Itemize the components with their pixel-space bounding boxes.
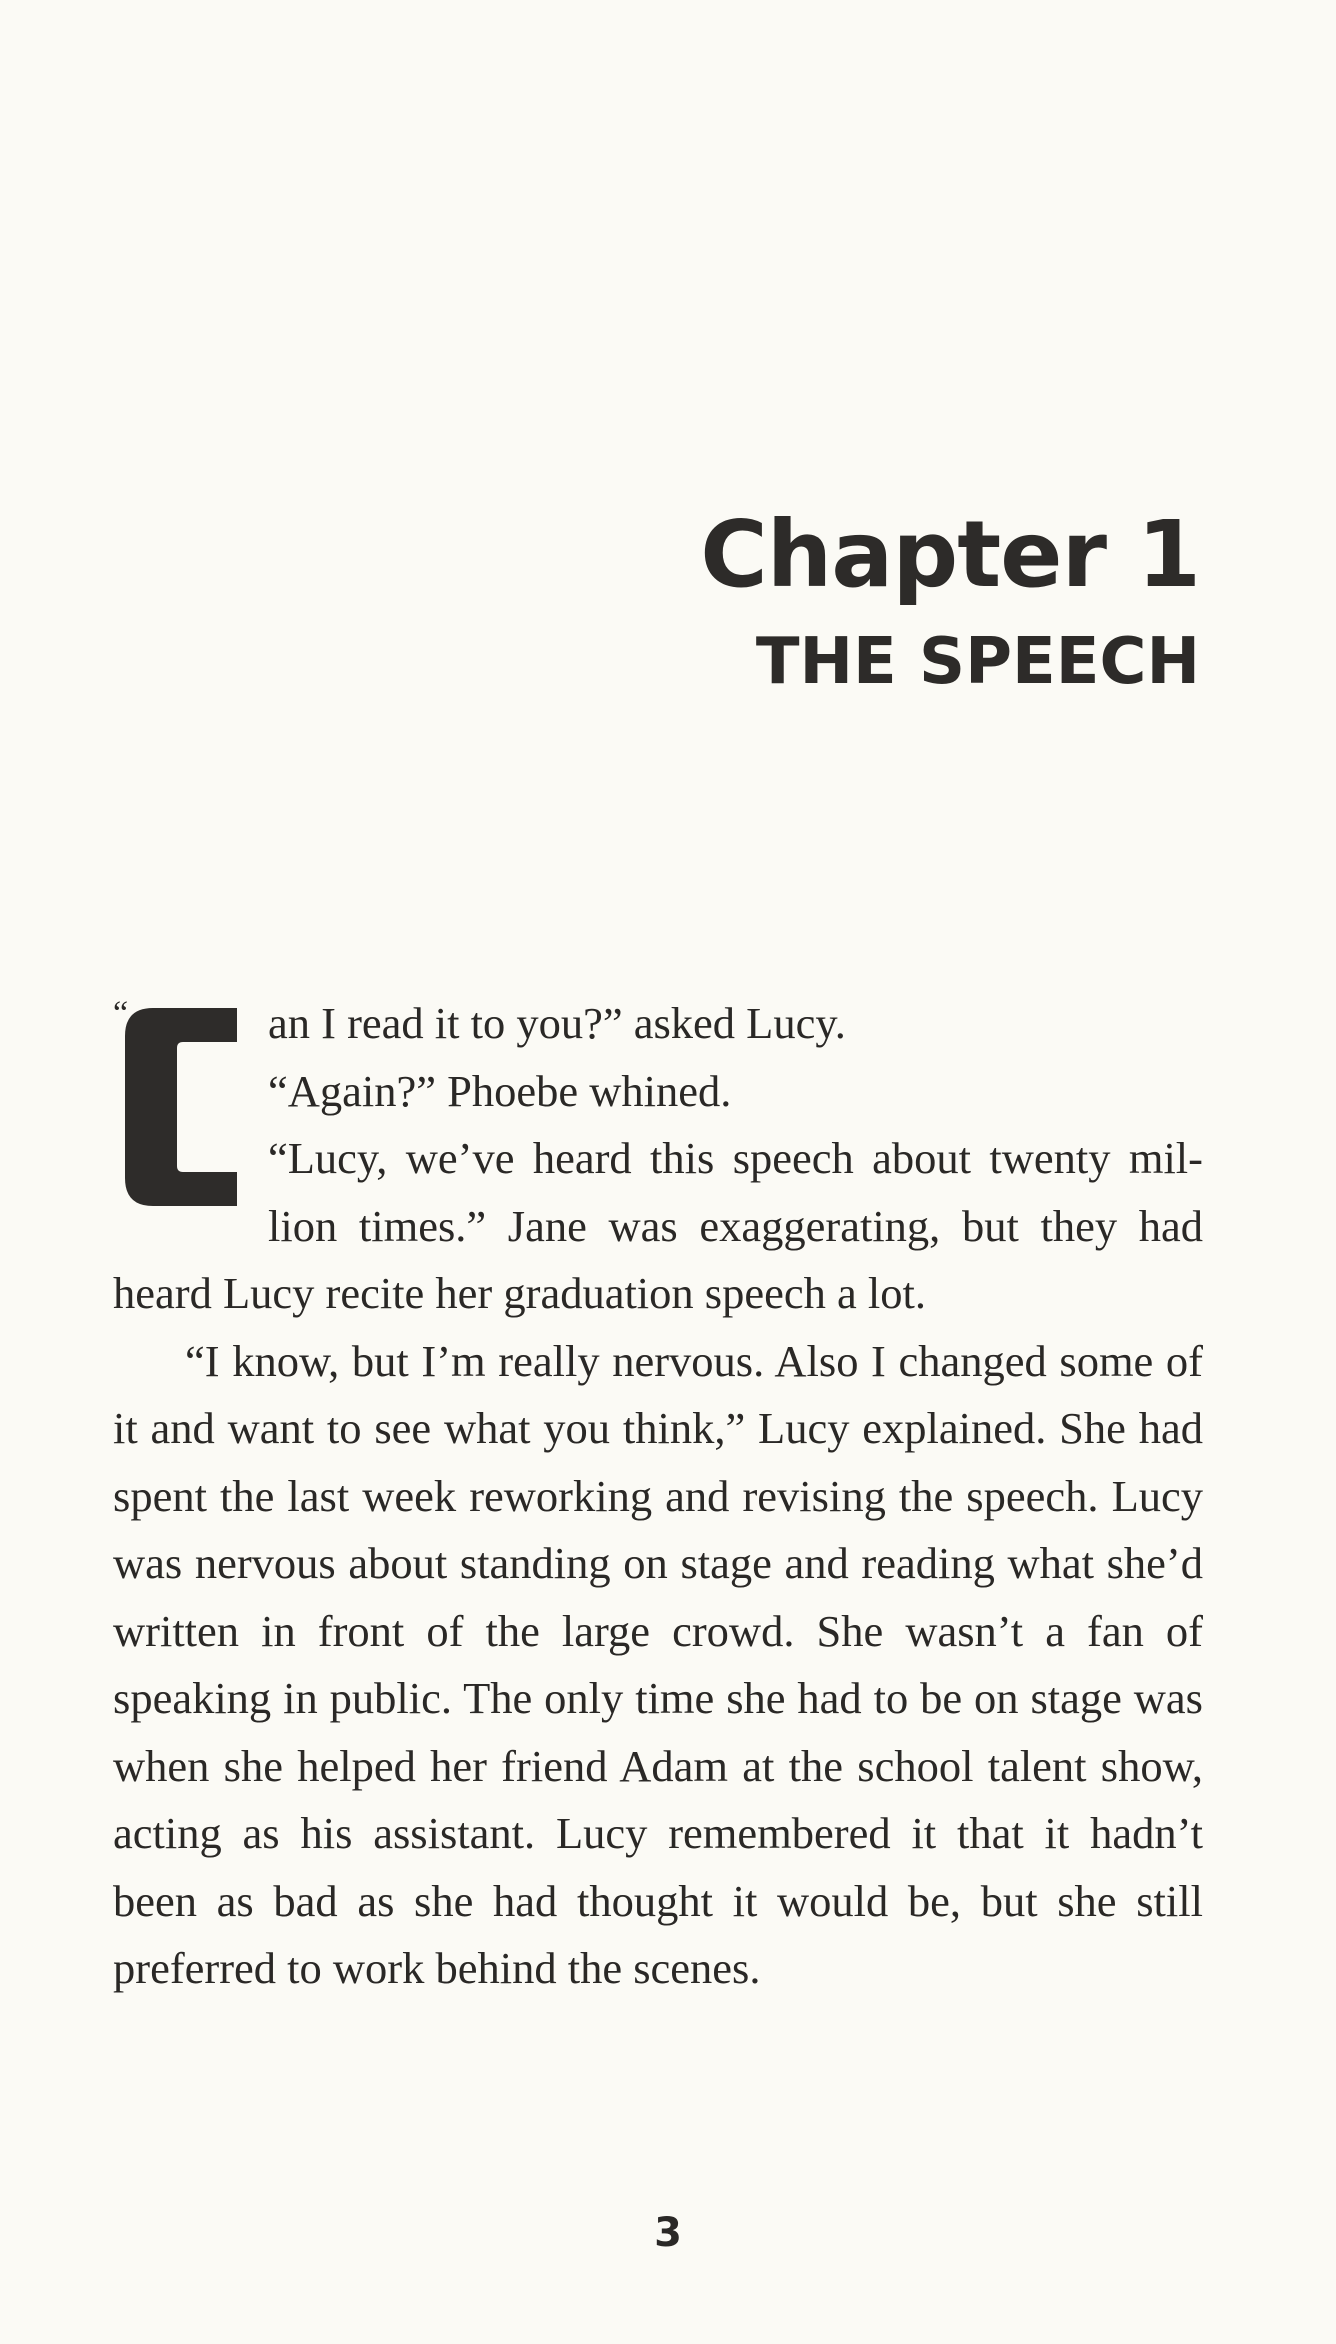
drop-cap-glyph [125, 1008, 250, 1206]
drop-cap [125, 1008, 250, 1206]
chapter-title: Chapter 1 [700, 501, 1200, 608]
paragraph-4: “I know, but I’m really nervous. Also I changed some of it and want to see what you think,” Lucy explained. She had spent the last week reworking and revising the speech. Lucy was nervous about standing on stage and reading what she’d written in front of the large crowd. She wasn’t a fan of speaking in public. The only time she had to be on stage was when she helped her friend Adam at the school talent show, acting as his assistant. Lucy remembered it that it hadn’t been as bad as she had thought it would be, but she still preferred to work behind the scenes. [113, 1335, 1203, 1993]
paragraph-2: “Again?” Phoebe whined. [268, 1065, 732, 1116]
opening-block [113, 990, 1203, 1328]
paragraph-1: an I read it to you?” asked Lucy. [268, 998, 846, 1048]
page-number: 3 [654, 2210, 682, 2256]
paragraph-3: “Lucy, we’ve heard this speech about twenty mil-lion times.” Jane was exaggerating, but they had heard Lucy recite her graduation speech a lot. [113, 1133, 1203, 1318]
chapter-heading [700, 500, 1200, 702]
opening-quote-mark: “ [113, 995, 129, 1032]
chapter-subtitle: THE SPEECH [755, 625, 1200, 699]
chapter-body [113, 990, 1203, 2003]
